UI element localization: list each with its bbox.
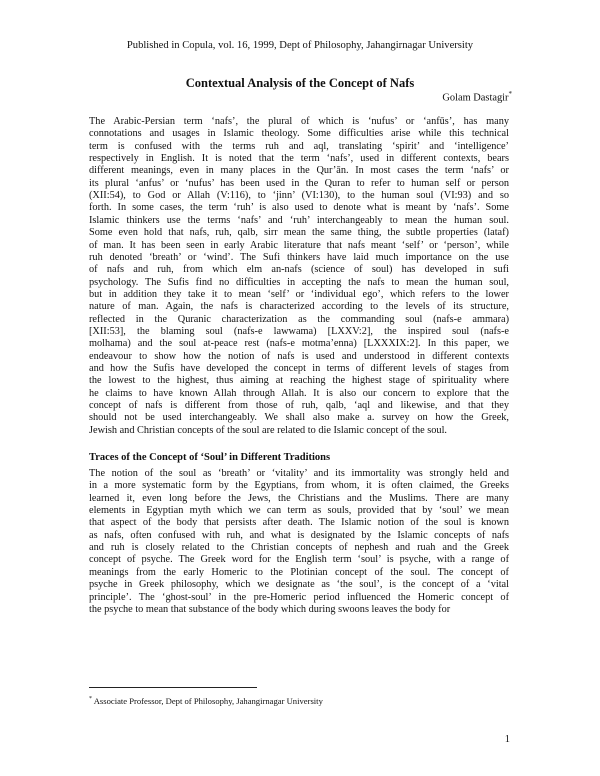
paper-title: Contextual Analysis of the Concept of Nafs — [185, 76, 415, 90]
text-line: the lowest to the highest, thus aiming at reaching the highest stage of spirituality where — [89, 375, 509, 387]
text-line: molhama) and the soul at-peace rest (nafs-e motma’enna) [LXXXIX:2]. In this paper, we — [89, 338, 509, 350]
text-line: different meanings, even in many places in the Qur’ān. In most cases the term ‘nafs’ or — [89, 165, 509, 177]
text-line: elements in Egyptian myth which we can term as souls, provided that by ‘soul’ we mean — [89, 505, 509, 517]
text-line: psychology. The Sufis find no difficulties in accepting the nafs to mean the human soul, — [89, 276, 509, 288]
text-line: should not be used interchangeably. We shall also make a. survey on how the Greek, — [89, 412, 509, 424]
text-line: of man. It has been seen in early Arabic literature that nafs meant ‘self’ or ‘person’, while — [89, 239, 509, 251]
author-footnote-mark: * — [508, 90, 512, 98]
page-number: 1 — [504, 734, 510, 745]
text-line: The notion of the soul as ‘breath’ or ‘vitality’ and its immortality was strongly held and — [89, 468, 509, 479]
text-line: nature of man. Again, the nafs is characterized according to the levels of its structure, — [89, 301, 509, 313]
text-line: forth. In some cases, the term ‘ruh’ is also used to denote what is meant by ‘nafs’. Some — [89, 202, 509, 214]
text-line: as nafs, often confused with ruh, and what is designated by the Islamic concepts of nafs — [89, 529, 509, 541]
text-line: meanings from the early Homeric to the Plotinian concept of the soul. The concept of — [89, 566, 509, 578]
text-line: its plural ‘anfus’ or ‘nufus’ has been used in the Quran to refer to human self or person — [89, 177, 509, 189]
text-line: of nafs and ruh, from which elm an-nafs (science of soul) has developed in sufi — [89, 264, 509, 276]
footnote-mark: * — [89, 696, 92, 703]
section-heading: Traces of the Concept of ‘Soul’ in Different Traditions — [89, 452, 331, 463]
text-line: learned it, even long before the Jews, the Christians and the Muslims. There are many — [89, 492, 509, 504]
text-line: The Arabic-Persian term ‘nafs’, the plural of which is ‘nufus’ or ‘anfūs’, has many — [89, 116, 509, 127]
text-line: in a more systematic form by the Egyptians, from whom, it is often claimed, the Greeks — [89, 480, 509, 492]
text-line: (XII:54), to God or Allah (V:116), to ‘jinn’ (VI:130), to the human soul (VI:93) and so — [89, 190, 509, 202]
text-line: connotations and usages in Islamic theology. Some difficulties arise while this technical — [89, 128, 509, 140]
text-line: concept of psyche. The Greek word for the English term ‘soul’ is psyche, with a range of — [89, 554, 509, 566]
text-line: concept of nafs is different from those of ruh, qalb, ‘aql and likewise, and that they — [89, 400, 509, 412]
text-line: psyche in Greek philosophy, which we designate as ‘the soul’, is the concept of a ‘vital — [89, 579, 509, 591]
author-byline — [442, 90, 512, 103]
author-name: Golam Dastagir — [442, 92, 509, 104]
text-line: ruh denoted ‘breath’ or ‘wind’. The Sufi thinkers have laid much importance on the use — [89, 251, 509, 263]
footnote — [89, 696, 323, 706]
text-line: that aspect of the body that persists after death. The Islamic notion of the soul is known — [89, 517, 509, 529]
footnote-text: Associate Professor, Dept of Philosophy, Jahangirnagar University — [93, 696, 323, 706]
text-line: endeavour to show how the notion of nafs is used and understood in different contexts — [89, 350, 509, 362]
running-header: Published in Copula, vol. 16, 1999, Dept of Philosophy, Jahangirnagar University — [126, 40, 474, 51]
text-line: Jewish and Christian concepts of the soul are related to die Islamic concept of the soul. — [89, 424, 447, 436]
text-line: principle’. The ‘ghost-soul’ in the pre-Homeric period influenced the Homeric concept of — [89, 591, 509, 603]
text-line: and ruh is closely related to the Christian concepts of nephesh and ruah and the Greek — [89, 542, 509, 554]
text-line: term is confused with the terms ruh and aql, translating ‘spirit’ and ‘intelligence’ — [89, 140, 509, 152]
text-line: reflected in the Quranic characterization as the commanding soul (nafs-e ammara) — [89, 313, 509, 325]
text-line: but in addition they take it to mean ‘self’ or ‘individual ego’, which refers to the lower — [89, 288, 509, 300]
text-line: [XII:53], the blaming soul (nafs-e lawwama) [LXXV:2], the inspired soul (nafs-e — [89, 325, 509, 337]
text-line: and how the Sufis have developed the concept in terms of different levels of stages from — [89, 363, 509, 374]
text-line: Islamic thinkers use the terms ‘nafs’ and ‘ruh’ interchangeably to mean the human soul. — [89, 214, 509, 226]
footnote-rule — [89, 687, 257, 688]
text-line: respectively in English. It is noted that the term ‘nafs’, used in different contexts, bears — [89, 153, 509, 165]
text-line: Some even hold that nafs, ruh, qalb, sirr mean the same thing, the subtle properties (lataf) — [89, 227, 509, 239]
text-line: the psyche to mean that substance of the body which during swoons leaves the body for — [89, 603, 451, 615]
text-line: he claims to have known Allah through Allah. It is also our concern to explore that the — [89, 387, 509, 399]
